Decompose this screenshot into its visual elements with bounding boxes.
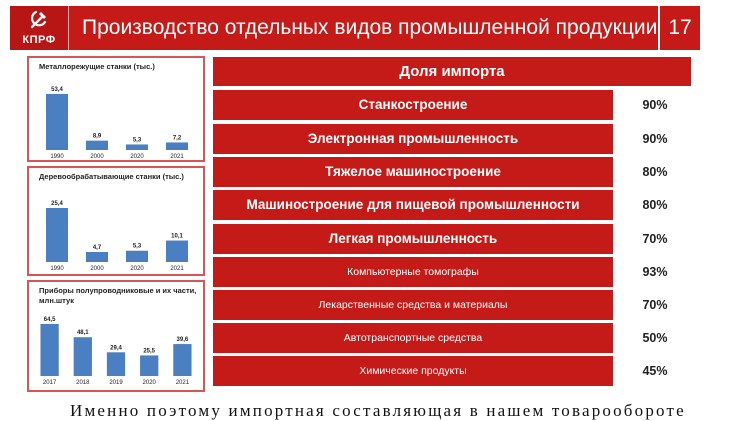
bar <box>74 337 92 376</box>
chart-metal-cutting-machines <box>27 56 205 162</box>
data-label: 29,4 <box>110 345 122 352</box>
bar <box>86 252 108 262</box>
category-label: 1990 <box>50 266 64 272</box>
data-label: 7,2 <box>172 135 182 142</box>
category-label: 2018 <box>76 380 90 386</box>
bar <box>126 251 148 262</box>
category-label: 2021 <box>170 154 184 160</box>
import-value: 93% <box>642 265 668 279</box>
page-title: Производство отдельных видов промышленной продукции <box>82 16 658 39</box>
chart-title: Металлорежущие станки (тыс.) <box>39 62 155 71</box>
category-label: 2020 <box>130 154 144 160</box>
data-label: 8,9 <box>92 133 102 140</box>
data-label: 4,7 <box>92 245 102 252</box>
import-row-light-industry: Легкая промышленность <box>213 224 613 254</box>
bar <box>173 344 191 376</box>
chart-semiconductor-devices <box>27 280 205 392</box>
footer-text: Именно поэтому импортная составляющая в нашем товарообороте <box>70 401 686 420</box>
import-value: 90% <box>642 132 668 146</box>
data-label: 48,1 <box>76 330 89 337</box>
data-label: 5,3 <box>132 243 142 250</box>
import-value: 80% <box>642 198 668 212</box>
import-row-heavy-engineering: Тяжелое машиностроение <box>213 157 613 187</box>
category-label: 2021 <box>175 380 190 386</box>
bar <box>40 324 58 376</box>
import-row-vehicles: Автотранспортные средства <box>213 323 613 353</box>
category-label: 2000 <box>90 154 104 160</box>
category-label: 2021 <box>170 266 184 272</box>
import-row-machine-tools: Станкостроение <box>213 90 613 120</box>
import-row-ct-scanners: Компьютерные томографы <box>213 257 613 287</box>
hammer-sickle-icon <box>27 8 51 32</box>
data-label: 10,1 <box>171 233 183 240</box>
category-label: 2017 <box>42 380 57 386</box>
chart-svg <box>29 58 203 160</box>
bar <box>126 144 148 150</box>
slide-header <box>10 6 700 50</box>
logo-text: КПРФ <box>22 34 56 46</box>
data-label: 25,5 <box>143 348 156 355</box>
category-label: 2019 <box>109 380 123 386</box>
data-label: 25,4 <box>51 201 63 207</box>
import-row-chemicals: Химические продукты <box>213 356 613 386</box>
bar <box>46 94 68 150</box>
chart-woodworking-machines <box>27 166 205 276</box>
category-label: 2020 <box>142 380 156 386</box>
bar <box>107 352 125 376</box>
bar <box>140 355 158 376</box>
chart-svg <box>29 168 203 274</box>
import-row-medicines: Лекарственные средства и материалы <box>213 290 613 320</box>
chart-svg <box>29 282 203 390</box>
import-row-food-machinery: Машиностроение для пищевой промышленности <box>213 190 613 220</box>
import-row-electronics: Электронная промышленность <box>213 124 613 154</box>
category-label: 1990 <box>50 154 64 160</box>
data-label: 5,3 <box>132 137 142 144</box>
category-label: 2000 <box>90 266 104 272</box>
import-share-heading: Доля импорта <box>213 57 691 86</box>
bar <box>166 241 188 262</box>
data-label: 64,5 <box>43 317 56 323</box>
import-value: 50% <box>642 331 668 345</box>
data-label: 53,4 <box>51 87 63 93</box>
page-number: 17 <box>658 6 700 50</box>
category-label: 2020 <box>130 266 144 272</box>
bar <box>166 142 188 150</box>
import-value: 90% <box>642 98 668 112</box>
chart-title: Деревообрабатывающие станки (тыс.) <box>39 172 184 181</box>
import-value: 45% <box>642 364 668 378</box>
import-value: 80% <box>642 165 668 179</box>
party-logo <box>10 6 69 50</box>
bar <box>86 141 108 150</box>
data-label: 39,6 <box>176 337 189 344</box>
chart-title: Приборы полупроводниковые и их части, млн.штук <box>39 286 197 305</box>
import-value: 70% <box>642 298 668 312</box>
bar <box>46 208 68 262</box>
import-value: 70% <box>642 232 668 246</box>
